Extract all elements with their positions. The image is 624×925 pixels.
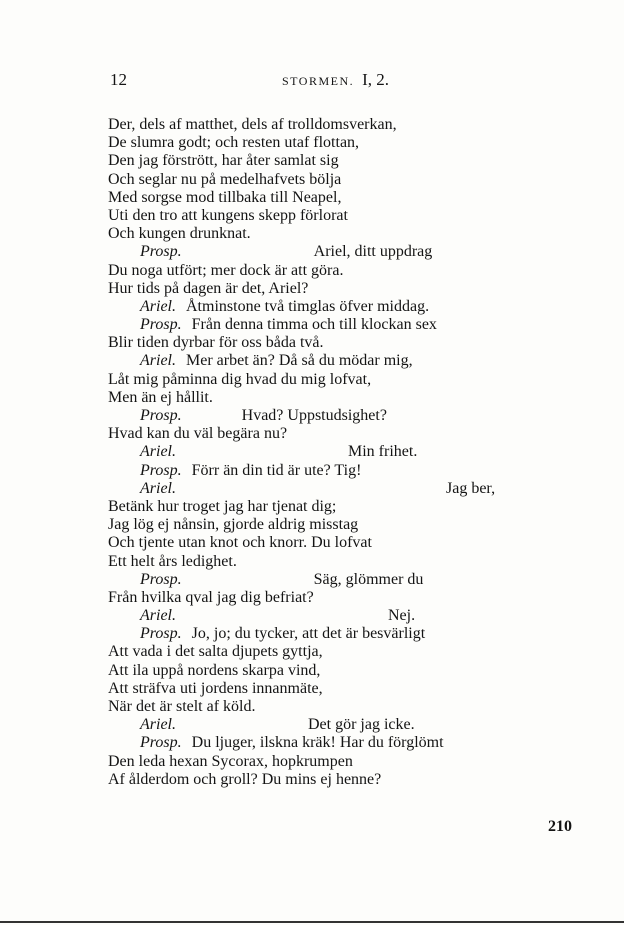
line-text: Ariel, ditt uppdrag — [313, 243, 433, 261]
speaker-name: Ariel. — [140, 479, 176, 497]
speaker-name: Ariel. — [140, 352, 176, 370]
page-number: 12 — [110, 70, 127, 89]
line-text: Och tjente utan knot och knorr. Du lofvat — [108, 534, 372, 552]
verse-line — [108, 643, 548, 661]
speaker-name: Prosp. — [140, 570, 182, 588]
verse-line — [108, 262, 548, 280]
line-text: Den leda hexan Sycorax, hopkrumpen — [108, 752, 353, 770]
running-head — [282, 70, 389, 90]
line-text: Ett helt års ledighet. — [108, 552, 237, 570]
speaker-name: Ariel. — [140, 443, 176, 461]
line-text: Låt mig påminna dig hvad du mig lofvat, — [108, 370, 372, 388]
speech-line — [108, 298, 548, 316]
verse-line — [108, 171, 548, 189]
verse-line — [108, 662, 548, 680]
line-text: Blir tiden dyrbar för oss båda två. — [108, 334, 324, 352]
verse-line — [108, 771, 548, 789]
line-text: Att sträfva uti jordens innanmäte, — [108, 679, 323, 697]
speech-line — [108, 734, 548, 752]
act-scene: I, 2. — [362, 70, 390, 89]
speaker-name: Ariel. — [140, 607, 176, 625]
line-text: Af ålderdom och groll? Du mins ej henne? — [108, 770, 382, 788]
speaker-name: Ariel. — [140, 297, 176, 315]
speech-line — [108, 571, 548, 589]
verse-line — [108, 534, 548, 552]
verse-line — [108, 134, 548, 152]
verse-line — [108, 425, 548, 443]
verse-line — [108, 680, 548, 698]
scan-edge-line — [0, 921, 624, 923]
line-text: Säg, glömmer du — [313, 570, 424, 588]
running-head-title: STORMEN. — [282, 74, 355, 88]
line-text: Med sorgse mod tillbaka till Neapel, — [108, 188, 342, 206]
line-text: Jag ber, — [446, 479, 496, 497]
speech-line — [108, 316, 548, 334]
page-header — [0, 70, 624, 92]
line-text: Hvad kan du väl begära nu? — [108, 425, 288, 443]
line-text: Att ila uppå nordens skarpa vind, — [108, 661, 321, 679]
line-text: Der, dels af matthet, dels af trolldomsverkan, — [108, 116, 397, 133]
verse-text — [108, 116, 548, 789]
speaker-name: Prosp. — [140, 316, 182, 334]
speech-line — [108, 352, 548, 370]
speaker-name: Prosp. — [140, 625, 182, 643]
verse-line — [108, 225, 548, 243]
line-text: Betänk hur troget jag har tjenat dig; — [108, 497, 337, 515]
line-text: Men än ej hållit. — [108, 388, 213, 406]
line-text: Från denna timma och till klockan sex — [191, 316, 437, 334]
verse-line — [108, 371, 548, 389]
line-text: De slumra godt; och resten utaf flottan, — [108, 134, 360, 152]
line-text: Hvad? Uppstudsighet? — [241, 407, 387, 424]
line-text: Jag lög ej nånsin, gjorde aldrig misstag — [108, 516, 359, 534]
line-text: Du ljuger, ilskna kräk! Har du förglömt — [191, 734, 444, 752]
line-text: Du noga utfört; mer dock är att göra. — [108, 261, 344, 279]
line-text: Jo, jo; du tycker, att det är besvärligt — [191, 625, 426, 643]
line-text: Att vada i det salta djupets gyttja, — [108, 643, 323, 661]
verse-line — [108, 753, 548, 771]
verse-line — [108, 389, 548, 407]
speech-line — [108, 462, 548, 480]
verse-line — [108, 116, 548, 134]
speaker-name: Prosp. — [140, 243, 182, 261]
line-text: Åtminstone två timglas öfver middag. — [186, 297, 430, 315]
verse-line — [108, 189, 548, 207]
speech-line — [108, 716, 548, 734]
line-text: Det gör jag icke. — [308, 716, 415, 734]
speech-line — [108, 443, 548, 461]
verse-line — [108, 516, 548, 534]
verse-line — [108, 207, 548, 225]
speaker-name: Ariel. — [140, 716, 176, 734]
line-text: Och kungen drunknat. — [108, 225, 251, 243]
line-text: Min frihet. — [348, 443, 418, 461]
verse-line — [108, 589, 548, 607]
printer-signature: 210 — [548, 818, 572, 835]
verse-line — [108, 334, 548, 352]
speech-line — [108, 243, 548, 261]
speech-line — [108, 480, 548, 498]
line-text: Nej. — [388, 607, 416, 625]
verse-line — [108, 152, 548, 170]
line-text: Från hvilka qval jag dig befriat? — [108, 588, 314, 606]
verse-line — [108, 280, 548, 298]
line-text: Hur tids på dagen är det, Ariel? — [108, 279, 309, 297]
line-text: Den jag förstrött, har åter samlat sig — [108, 152, 339, 170]
line-text: När det är stelt af köld. — [108, 698, 256, 715]
speech-line — [108, 625, 548, 643]
line-text: Och seglar nu på medelhafvets bölja — [108, 170, 342, 188]
line-text: Förr än din tid är ute? Tig! — [191, 461, 362, 479]
speech-line — [108, 407, 548, 425]
speaker-name: Prosp. — [140, 461, 182, 479]
line-text: Uti den tro att kungens skepp förlorat — [108, 206, 348, 224]
verse-line — [108, 553, 548, 571]
line-text: Mer arbet än? Då så du mödar mig, — [186, 352, 413, 370]
verse-line — [108, 498, 548, 516]
speech-line — [108, 607, 548, 625]
verse-line — [108, 698, 548, 716]
speaker-name: Prosp. — [140, 734, 182, 752]
speaker-name: Prosp. — [140, 407, 182, 424]
